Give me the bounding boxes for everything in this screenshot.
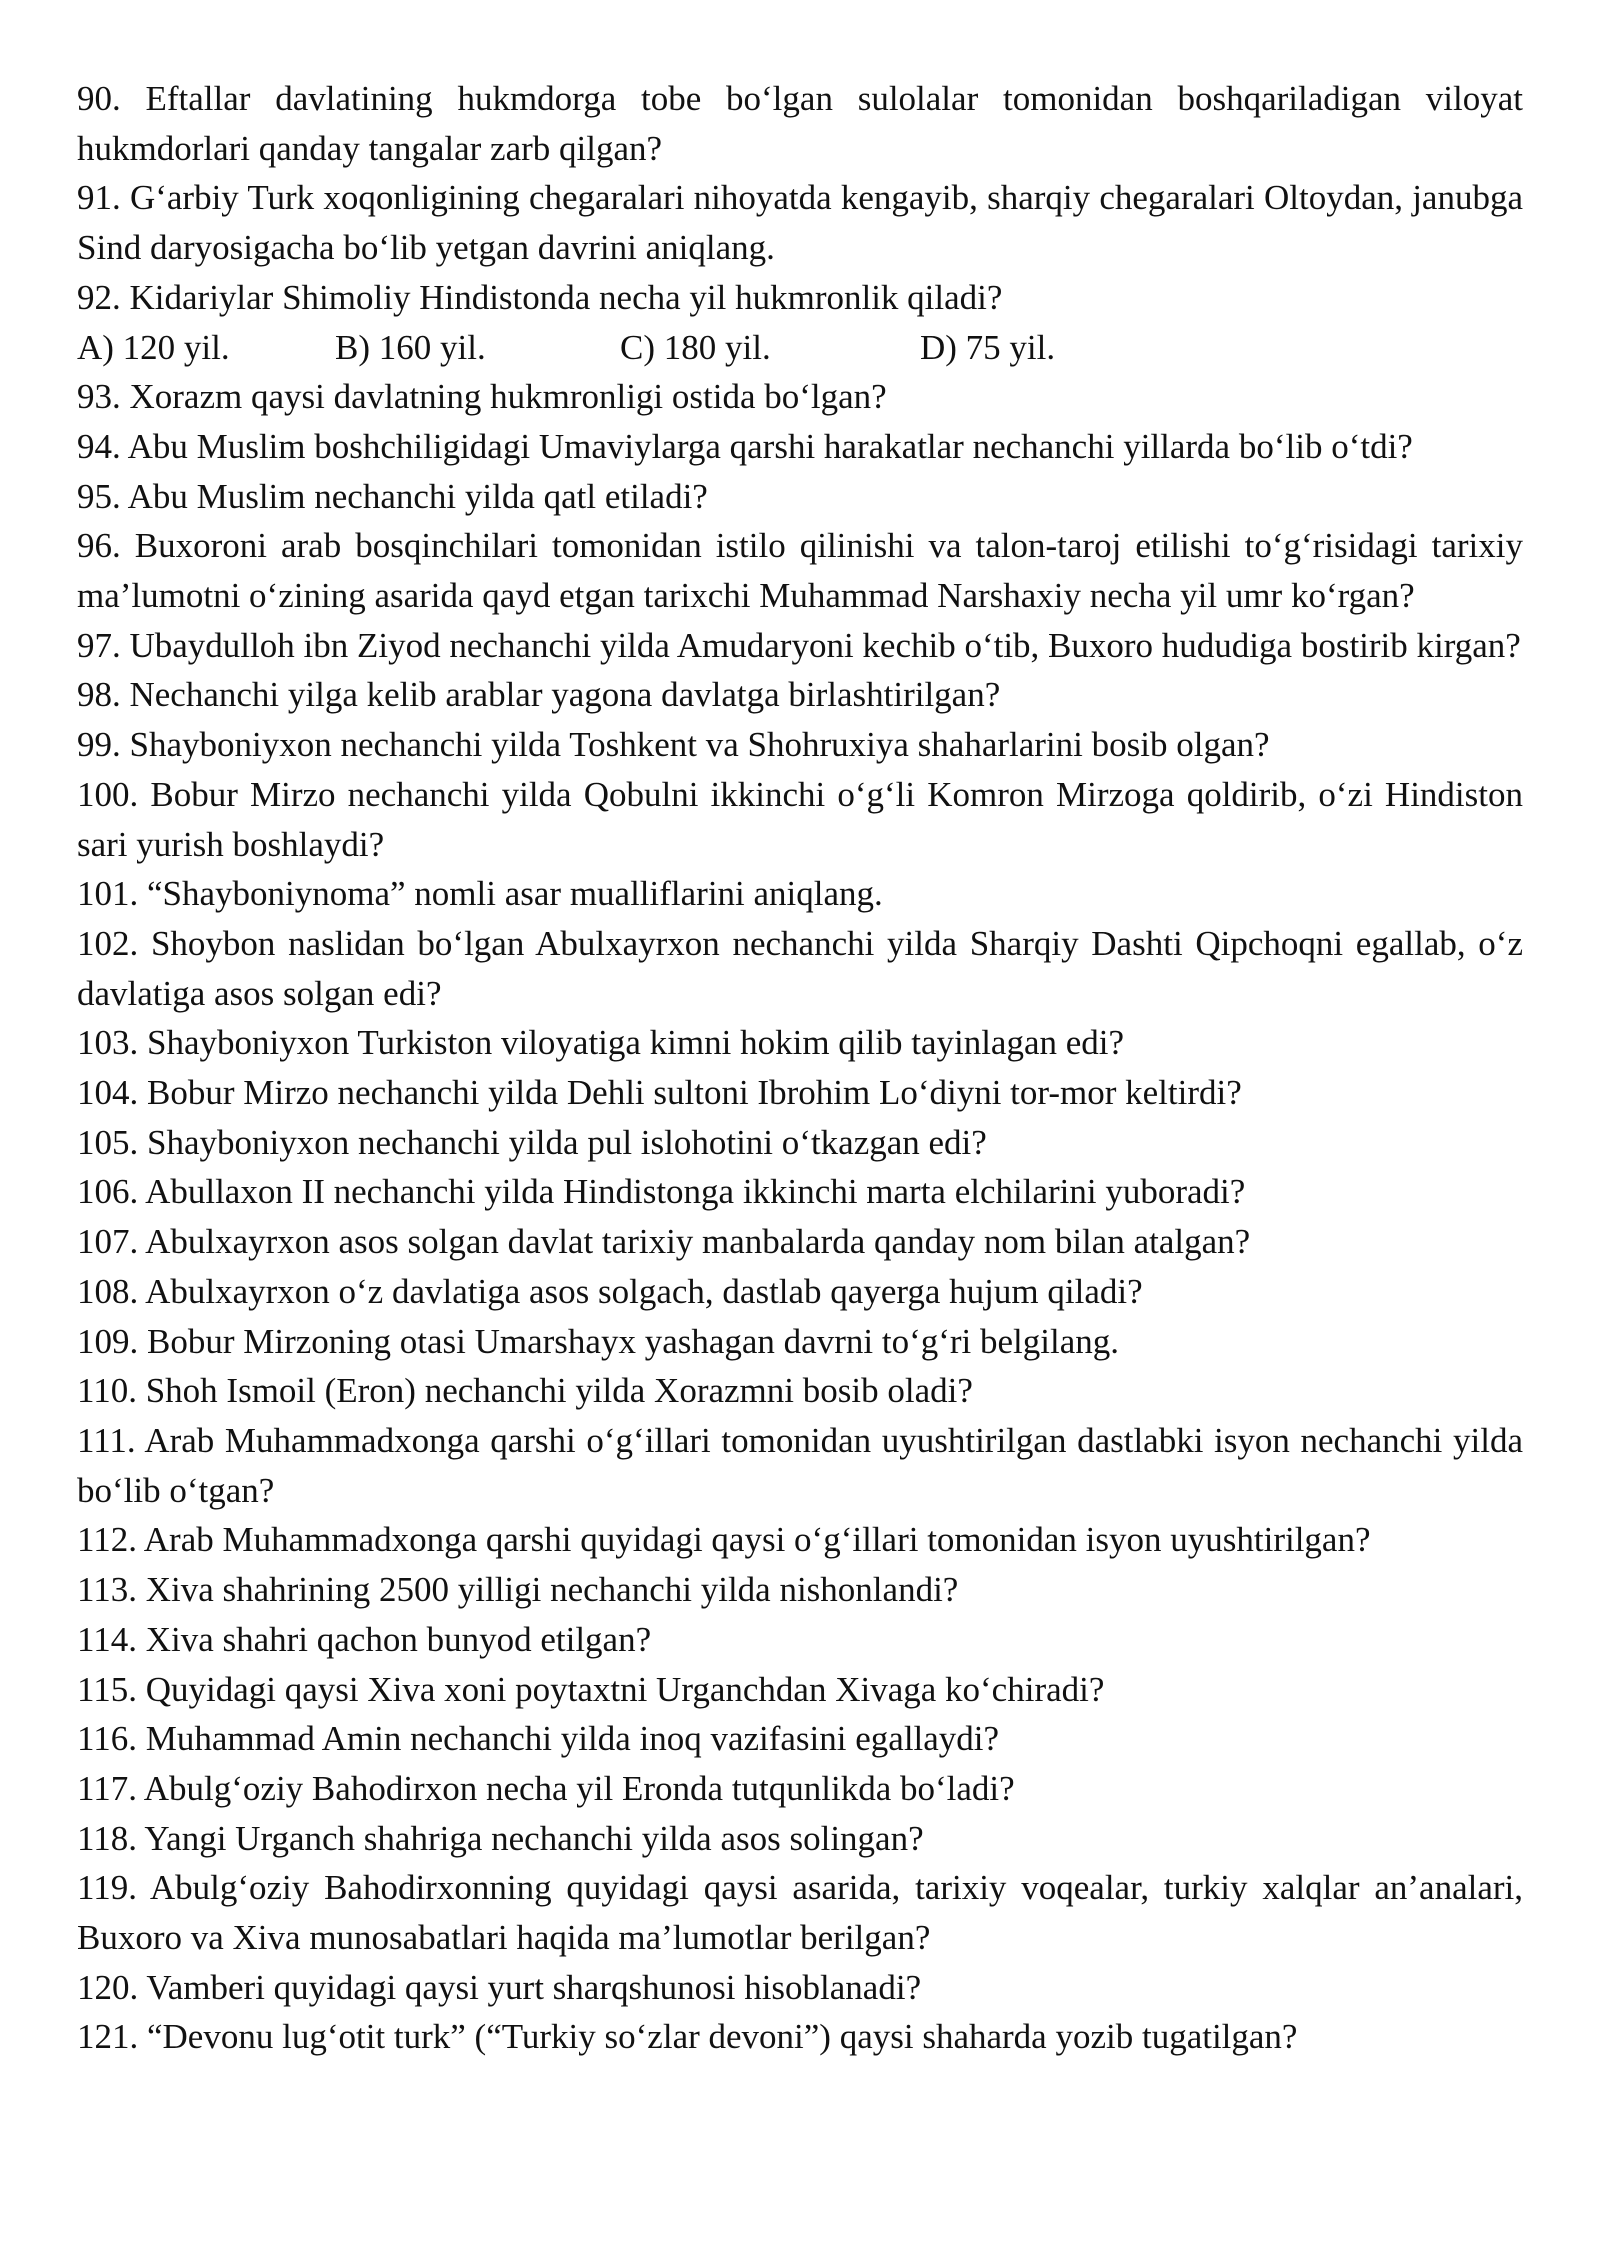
question-105: 105. Shayboniyxon nechanchi yilda pul islohotini o‘tkazgan edi? <box>77 1122 987 1162</box>
question-101: 101. “Shayboniynoma” nomli asar mualliflarini aniqlang. <box>77 874 883 914</box>
document-page <box>77 74 1523 2062</box>
question-96: 96. Buxoroni arab bosqinchilari tomonidan istilo qilinishi va talon-taroj etilishi to‘g‘risidagi tarixiy ma’lumotni o‘zining asarida qayd etgan tarixchi Muhammad Narshaxiy necha yil umr ko‘rgan? <box>77 526 1523 616</box>
question-109: 109. Bobur Mirzoning otasi Umarshayx yashagan davrni to‘g‘ri belgilang. <box>77 1321 1120 1361</box>
question-93: 93. Xorazm qaysi davlatning hukmronligi ostida bo‘lgan? <box>77 377 887 417</box>
option-b: B) 160 yil. <box>335 327 486 367</box>
question-116: 116. Muhammad Amin nechanchi yilda inoq vazifasini egallaydi? <box>77 1719 1000 1759</box>
question-111: 111. Arab Muhammadxonga qarshi o‘g‘illari tomonidan uyushtirilgan dastlabki isyon nechanchi yilda bo‘lib o‘tgan? <box>77 1420 1523 1510</box>
question-91: 91. G‘arbiy Turk xoqonligining chegaralari nihoyatda kengayib, sharqiy chegaralari Oltoydan, janubga Sind daryosigacha bo‘lib yetgan davrini aniqlang. <box>77 178 1523 268</box>
question-90: 90. Eftallar davlatining hukmdorga tobe bo‘lgan sulolalar tomonidan boshqariladigan viloyat hukmdorlari qanday tangalar zarb qilgan? <box>77 79 1523 168</box>
answer-options-92 <box>77 323 1523 373</box>
question-114: 114. Xiva shahri qachon bunyod etilgan? <box>77 1619 652 1659</box>
question-106: 106. Abullaxon II nechanchi yilda Hindistonga ikkinchi marta elchilarini yuboradi? <box>77 1172 1246 1212</box>
question-112: 112. Arab Muhammadxonga qarshi quyidagi qaysi o‘g‘illari tomonidan isyon uyushtirilgan? <box>77 1520 1371 1560</box>
question-110: 110. Shoh Ismoil (Eron) nechanchi yilda Xorazmni bosib oladi? <box>77 1371 973 1411</box>
question-118: 118. Yangi Urganch shahriga nechanchi yilda asos solingan? <box>77 1818 924 1858</box>
question-100: 100. Bobur Mirzo nechanchi yilda Qobulni ikkinchi o‘g‘li Komron Mirzoga qoldirib, o‘zi Hindiston sari yurish boshlaydi? <box>77 774 1523 864</box>
question-99: 99. Shayboniyxon nechanchi yilda Toshkent va Shohruxiya shaharlarini bosib olgan? <box>77 725 1270 765</box>
question-102: 102. Shoybon naslidan bo‘lgan Abulxayrxon nechanchi yilda Sharqiy Dashti Qipchoqni egallab, o‘z davlatiga asos solgan edi? <box>77 923 1523 1013</box>
question-119: 119. Abulg‘oziy Bahodirxonning quyidagi qaysi asarida, tarixiy voqealar, turkiy xalqlar an’analari, Buxoro va Xiva munosabatlari haqida ma’lumotlar berilgan? <box>77 1868 1523 1958</box>
option-d: D) 75 yil. <box>920 327 1056 367</box>
question-107: 107. Abulxayrxon asos solgan davlat tarixiy manbalarda qanday nom bilan atalgan? <box>77 1222 1251 1262</box>
question-98: 98. Nechanchi yilga kelib arablar yagona davlatga birlashtirilgan? <box>77 675 1001 715</box>
question-92: 92. Kidariylar Shimoliy Hindistonda necha yil hukmronlik qiladi? <box>77 277 1003 317</box>
question-94: 94. Abu Muslim boshchiligidagi Umaviylarga qarshi harakatlar nechanchi yillarda bo‘lib o‘tdi? <box>77 426 1413 466</box>
question-108: 108. Abulxayrxon o‘z davlatiga asos solgach, dastlab qayerga hujum qiladi? <box>77 1271 1143 1311</box>
question-115: 115. Quyidagi qaysi Xiva xoni poytaxtni Urganchdan Xivaga ko‘chiradi? <box>77 1669 1105 1709</box>
option-c: C) 180 yil. <box>620 327 771 367</box>
question-103: 103. Shayboniyxon Turkiston viloyatiga kimni hokim qilib tayinlagan edi? <box>77 1023 1125 1063</box>
question-121: 121. “Devonu lug‘otit turk” (“Turkiy so‘zlar devoni”) qaysi shaharda yozib tugatilgan? <box>77 2017 1298 2057</box>
question-95: 95. Abu Muslim nechanchi yilda qatl etiladi? <box>77 476 708 516</box>
question-120: 120. Vamberi quyidagi qaysi yurt sharqshunosi hisoblanadi? <box>77 1967 922 2007</box>
question-104: 104. Bobur Mirzo nechanchi yilda Dehli sultoni Ibrohim Lo‘diyni tor-mor keltirdi? <box>77 1073 1242 1113</box>
question-113: 113. Xiva shahrining 2500 yilligi nechanchi yilda nishonlandi? <box>77 1570 959 1610</box>
question-117: 117. Abulg‘oziy Bahodirxon necha yil Eronda tutqunlikda bo‘ladi? <box>77 1768 1015 1808</box>
question-97: 97. Ubaydulloh ibn Ziyod nechanchi yilda Amudaryoni kechib o‘tib, Buxoro hududiga bostirib kirgan? <box>77 625 1521 665</box>
option-a: A) 120 yil. <box>77 327 230 367</box>
